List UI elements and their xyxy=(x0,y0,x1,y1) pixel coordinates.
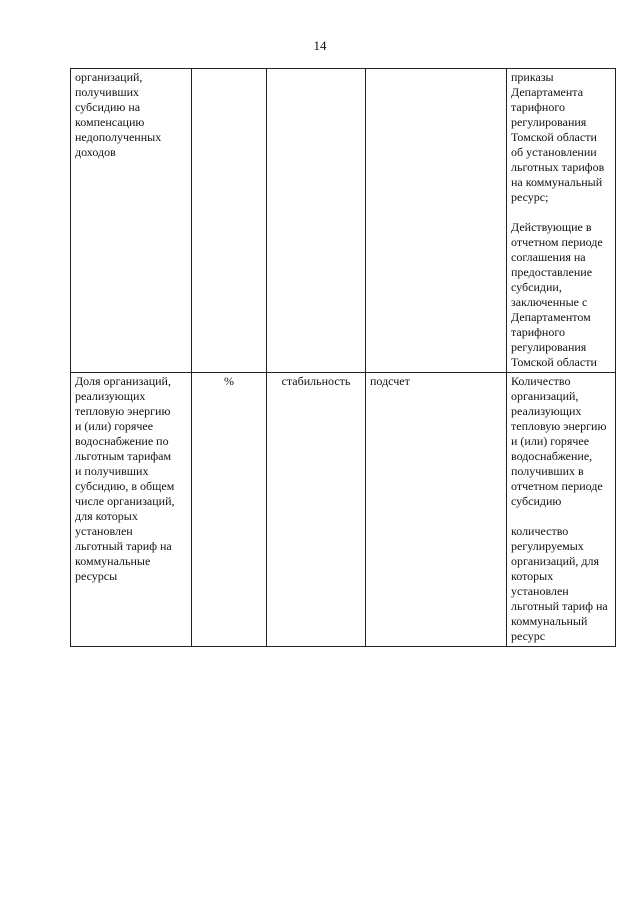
source-paragraph: Действующие в отчетном периоде соглашения на предоставление субсидии, заключенные с Департаментом тарифного регулирования Томской области xyxy=(511,220,603,369)
source-cell xyxy=(507,69,616,373)
indicator-table xyxy=(70,68,616,647)
source-paragraph: приказы Департамента тарифного регулирования Томской области об установлении льготных тарифов на коммунальный ресурс; xyxy=(511,70,605,204)
unit-cell xyxy=(192,69,267,373)
source-cell xyxy=(507,373,616,647)
dynamics-cell: стабильность xyxy=(267,373,366,647)
indicator-name-cell: организаций, получивших субсидию на компенсацию недополученных доходов xyxy=(71,69,192,373)
table-row xyxy=(71,69,616,373)
method-cell xyxy=(366,69,507,373)
source-paragraph: Количество организаций, реализующих тепловую энергию и (или) горячее водоснабжение, получивших в отчетном периоде субсидию xyxy=(511,374,607,508)
page-number: 14 xyxy=(313,38,327,53)
source-paragraph: количество регулируемых организаций, для которых установлен льготный тариф на коммунальный ресурс xyxy=(511,524,608,643)
dynamics-cell xyxy=(267,69,366,373)
table-row xyxy=(71,373,616,647)
unit-cell: % xyxy=(192,373,267,647)
indicator-name-cell: Доля организаций, реализующих тепловую энергию и (или) горячее водоснабжение по льготным тарифам и получивших субсидию, в общем числе организаций, для которых установлен льготный тариф на коммунальные ресурсы xyxy=(71,373,192,647)
method-cell: подсчет xyxy=(366,373,507,647)
